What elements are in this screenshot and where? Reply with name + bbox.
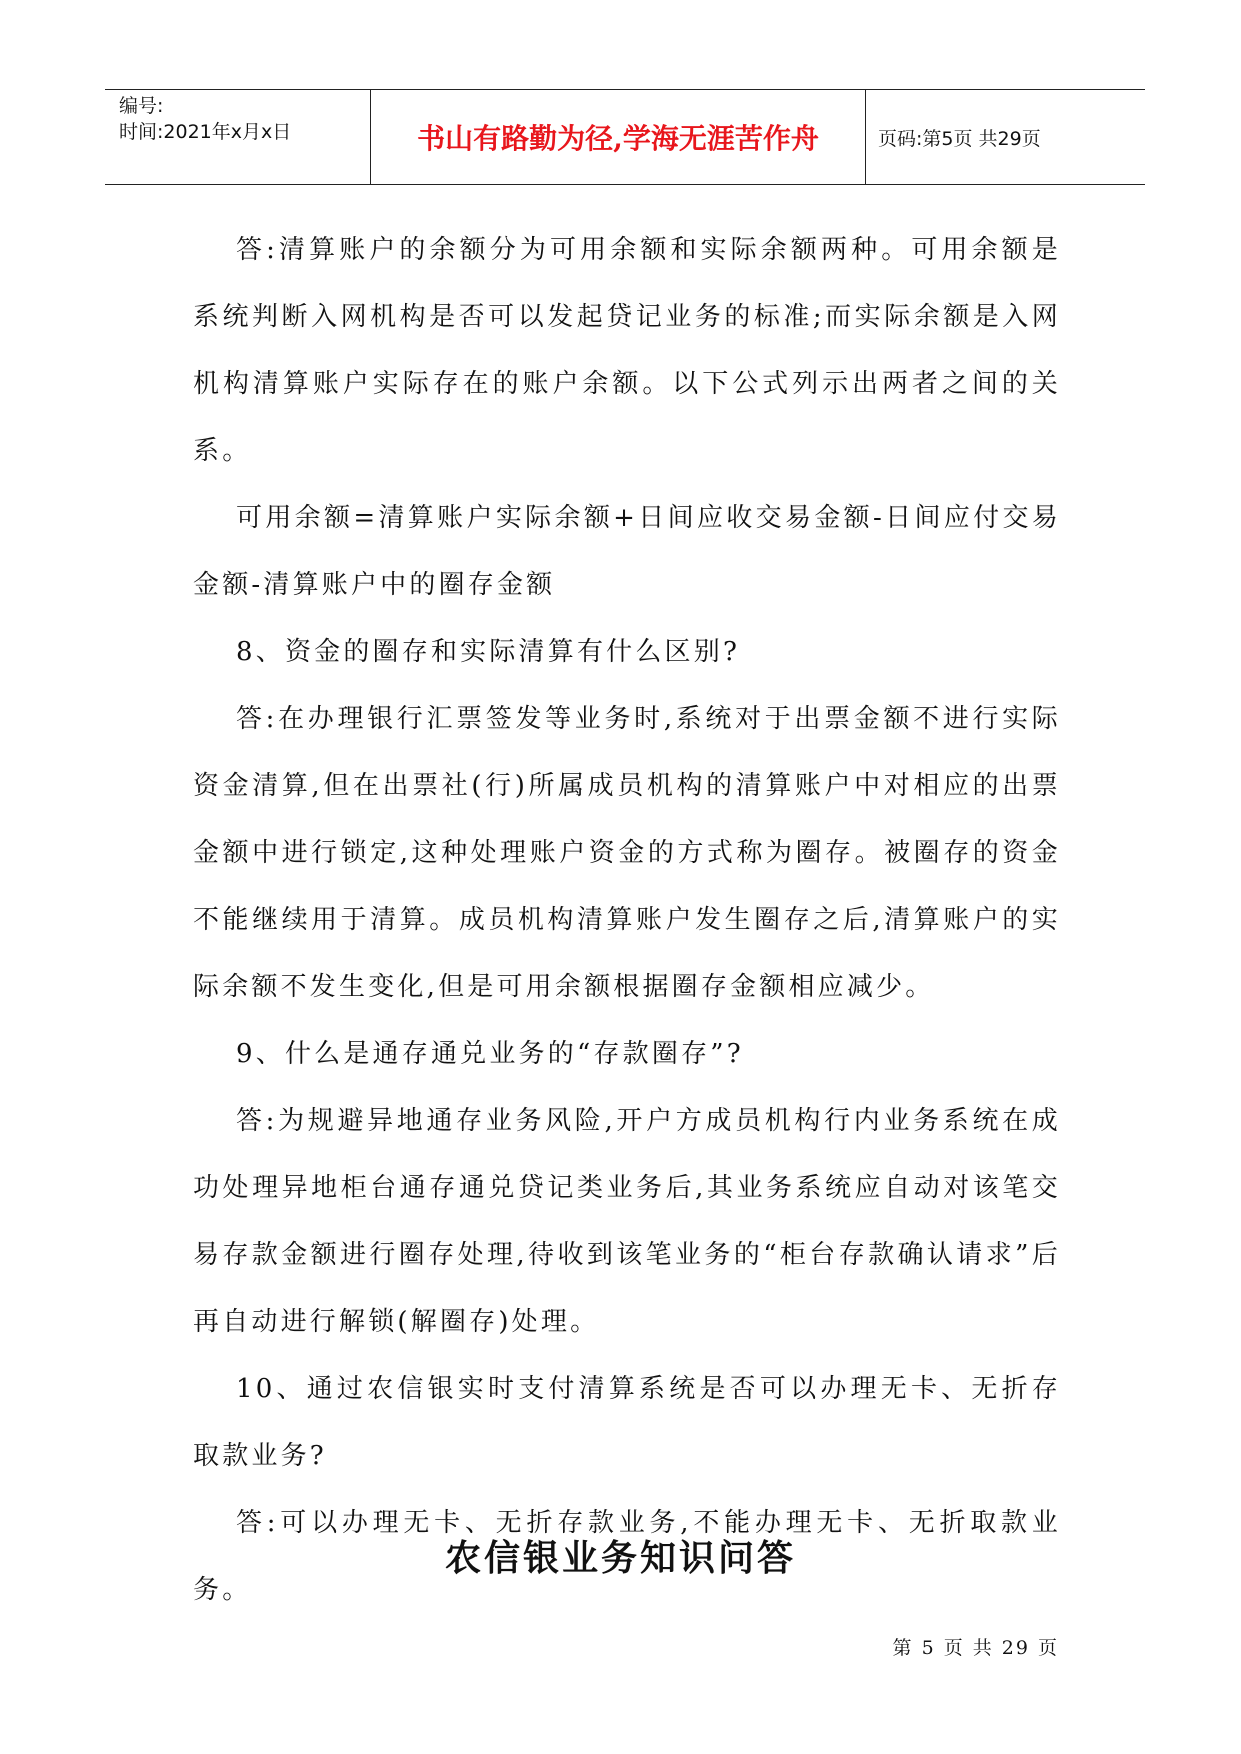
document-number-label: 编号: bbox=[119, 95, 164, 117]
document-time-label: 时间:2021年x月x日 bbox=[119, 121, 292, 143]
formula-paragraph: 可用余额=清算账户实际余额+日间应收交易金额-日间应付交易金额-清算账户中的圈存金额 bbox=[193, 503, 1061, 600]
document-body bbox=[193, 217, 1061, 1624]
header-page-info: 页码:第5页 共29页 bbox=[878, 127, 1041, 150]
question-8: 8、资金的圈存和实际清算有什么区别? bbox=[236, 637, 741, 667]
answer-paragraph: 答:清算账户的余额分为可用余额和实际余额两种。可用余额是系统判断入网机构是否可以发起贷记业务的标准;而实际余额是入网机构清算账户实际存在的账户余额。以下公式列示出两者之间的关系。 bbox=[193, 235, 1061, 466]
answer-8: 答:在办理银行汇票签发等业务时,系统对于出票金额不进行实际资金清算,但在出票社(行)所属成员机构的清算账户中对相应的出票金额中进行锁定,这种处理账户资金的方式称为圈存。被圈存的资金不能继续用于清算。成员机构清算账户发生圈存之后,清算账户的实际余额不发生变化,但是可用余额根据圈存金额相应减少。 bbox=[193, 704, 1061, 1002]
header-motto: 书山有路勤为径,学海无涯苦作舟 bbox=[370, 90, 866, 184]
question-9: 9、什么是通存通兑业务的“存款圈存”? bbox=[236, 1039, 744, 1069]
answer-10: 答:可以办理无卡、无折存款业务,不能办理无卡、无折取款业务。 bbox=[193, 1508, 1061, 1605]
page-header bbox=[105, 89, 1145, 185]
question-10: 10、通过农信银实时支付清算系统是否可以办理无卡、无折存取款业务? bbox=[193, 1374, 1061, 1471]
page-footer: 第 5 页 共 29 页 bbox=[892, 1637, 1059, 1659]
answer-9: 答:为规避异地通存业务风险,开户方成员机构行内业务系统在成功处理异地柜台通存通兑贷记类业务后,其业务系统应自动对该笔交易存款金额进行圈存处理,待收到该笔业务的“柜台存款确认请求”后再自动进行解锁(解圈存)处理。 bbox=[193, 1106, 1061, 1337]
header-meta bbox=[105, 90, 370, 184]
document-title: 农信银业务知识问答 bbox=[444, 1538, 796, 1579]
